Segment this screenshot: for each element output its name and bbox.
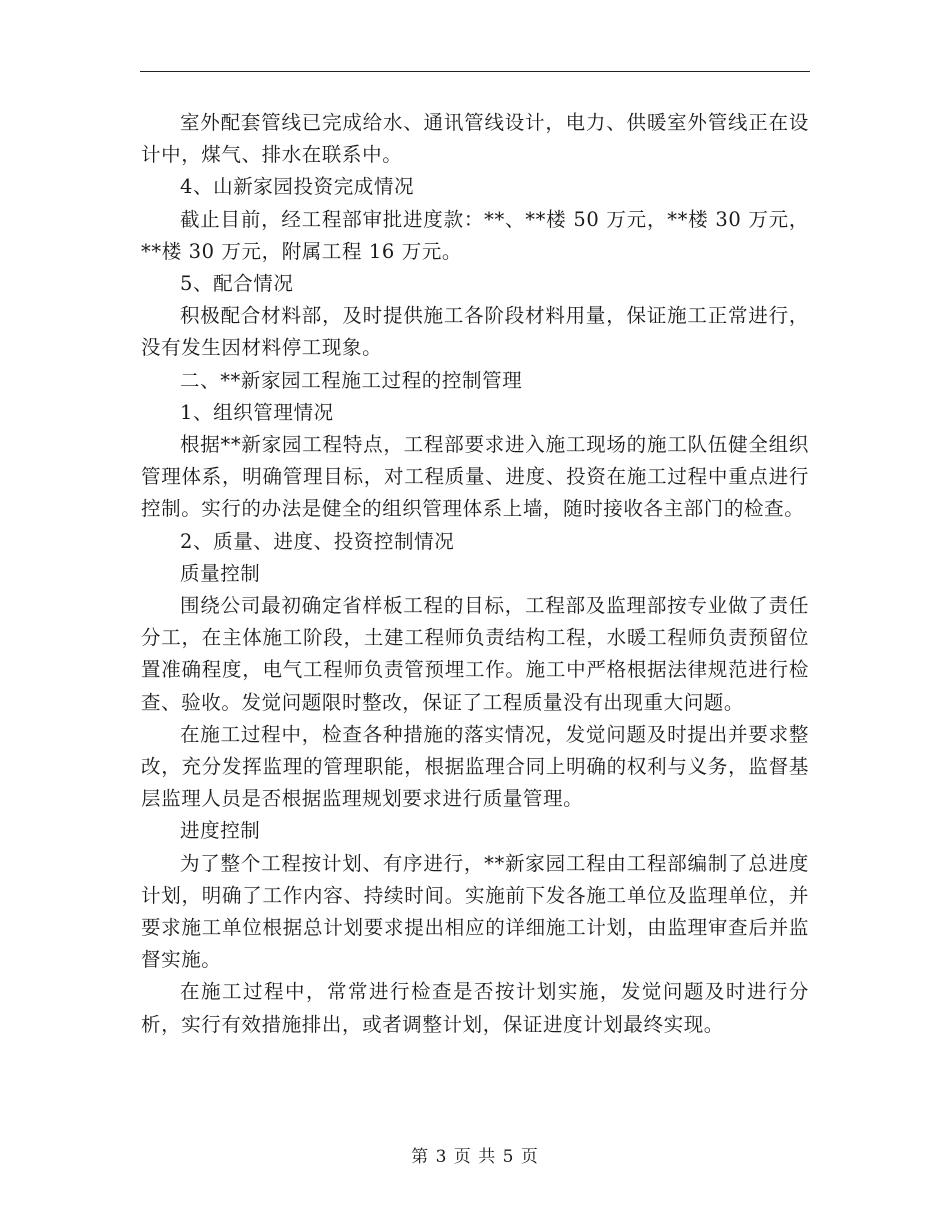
paragraph-master-schedule: 为了整个工程按计划、有序进行，**新家园工程由工程部编制了总进度计划，明确了工作内容、持续时间。实施前下发各施工单位及监理单位，并要求施工单位根据总计划要求提出相应的详细施工计划，由监理审查后并监督实施。 — [141, 851, 809, 972]
page-number-footer: 第 3 页 共 5 页 — [411, 1147, 539, 1167]
heading-quality-control: 质量控制 — [180, 561, 261, 585]
heading-organization-management: 1、组织管理情况 — [180, 400, 334, 424]
document-body — [141, 107, 809, 1041]
paragraph-materials-cooperation: 积极配合材料部，及时提供施工各阶段材料用量，保证施工正常进行，没有发生因材料停工现象。 — [141, 304, 809, 360]
heading-investment-status: 4、山新家园投资完成情况 — [180, 175, 415, 199]
heading-process-control: 二、**新家园工程施工过程的控制管理 — [180, 368, 523, 392]
paragraph-progress-payment: 截止目前，经工程部审批进度款：**、**楼 50 万元，**楼 30 万元，**楼 30 万元，附属工程 16 万元。 — [141, 207, 809, 263]
paragraph-organization-management: 根据**新家园工程特点，工程部要求进入施工现场的施工队伍健全组织管理体系，明确管理目标，对工程质量、进度、投资在施工过程中重点进行控制。实行的办法是健全的组织管理体系上墙，随时接收各主部门的检查。 — [141, 433, 809, 521]
header-rule — [140, 71, 810, 72]
paragraph-quality-control: 围绕公司最初确定省样板工程的目标，工程部及监理部按专业做了责任分工，在主体施工阶段，土建工程师负责结构工程，水暖工程师负责预留位置准确程度，电气工程师负责管预埋工作。施工中严格根据法律规范进行检查、验收。发觉问题限时整改，保证了工程质量没有出现重大问题。 — [141, 594, 809, 714]
heading-quality-progress-investment: 2、质量、进度、投资控制情况 — [180, 529, 455, 553]
paragraph-inspection: 在施工过程中，检查各种措施的落实情况，发觉问题及时提出并要求整改，充分发挥监理的管理职能，根据监理合同上明确的权利与义务，监督基层监理人员是否根据监理规划要求进行质量管理。 — [141, 722, 809, 811]
paragraph-schedule-check: 在施工过程中，常常进行检查是否按计划实施，发觉问题及时进行分析，实行有效措施排出，或者调整计划，保证进度计划最终实现。 — [141, 980, 809, 1036]
heading-schedule-control: 进度控制 — [180, 819, 261, 843]
paragraph-outdoor-pipelines: 室外配套管线已完成给水、通讯管线设计，电力、供暖室外管线正在设计中，煤气、排水在联系中。 — [141, 111, 809, 167]
heading-cooperation: 5、配合情况 — [180, 272, 294, 296]
